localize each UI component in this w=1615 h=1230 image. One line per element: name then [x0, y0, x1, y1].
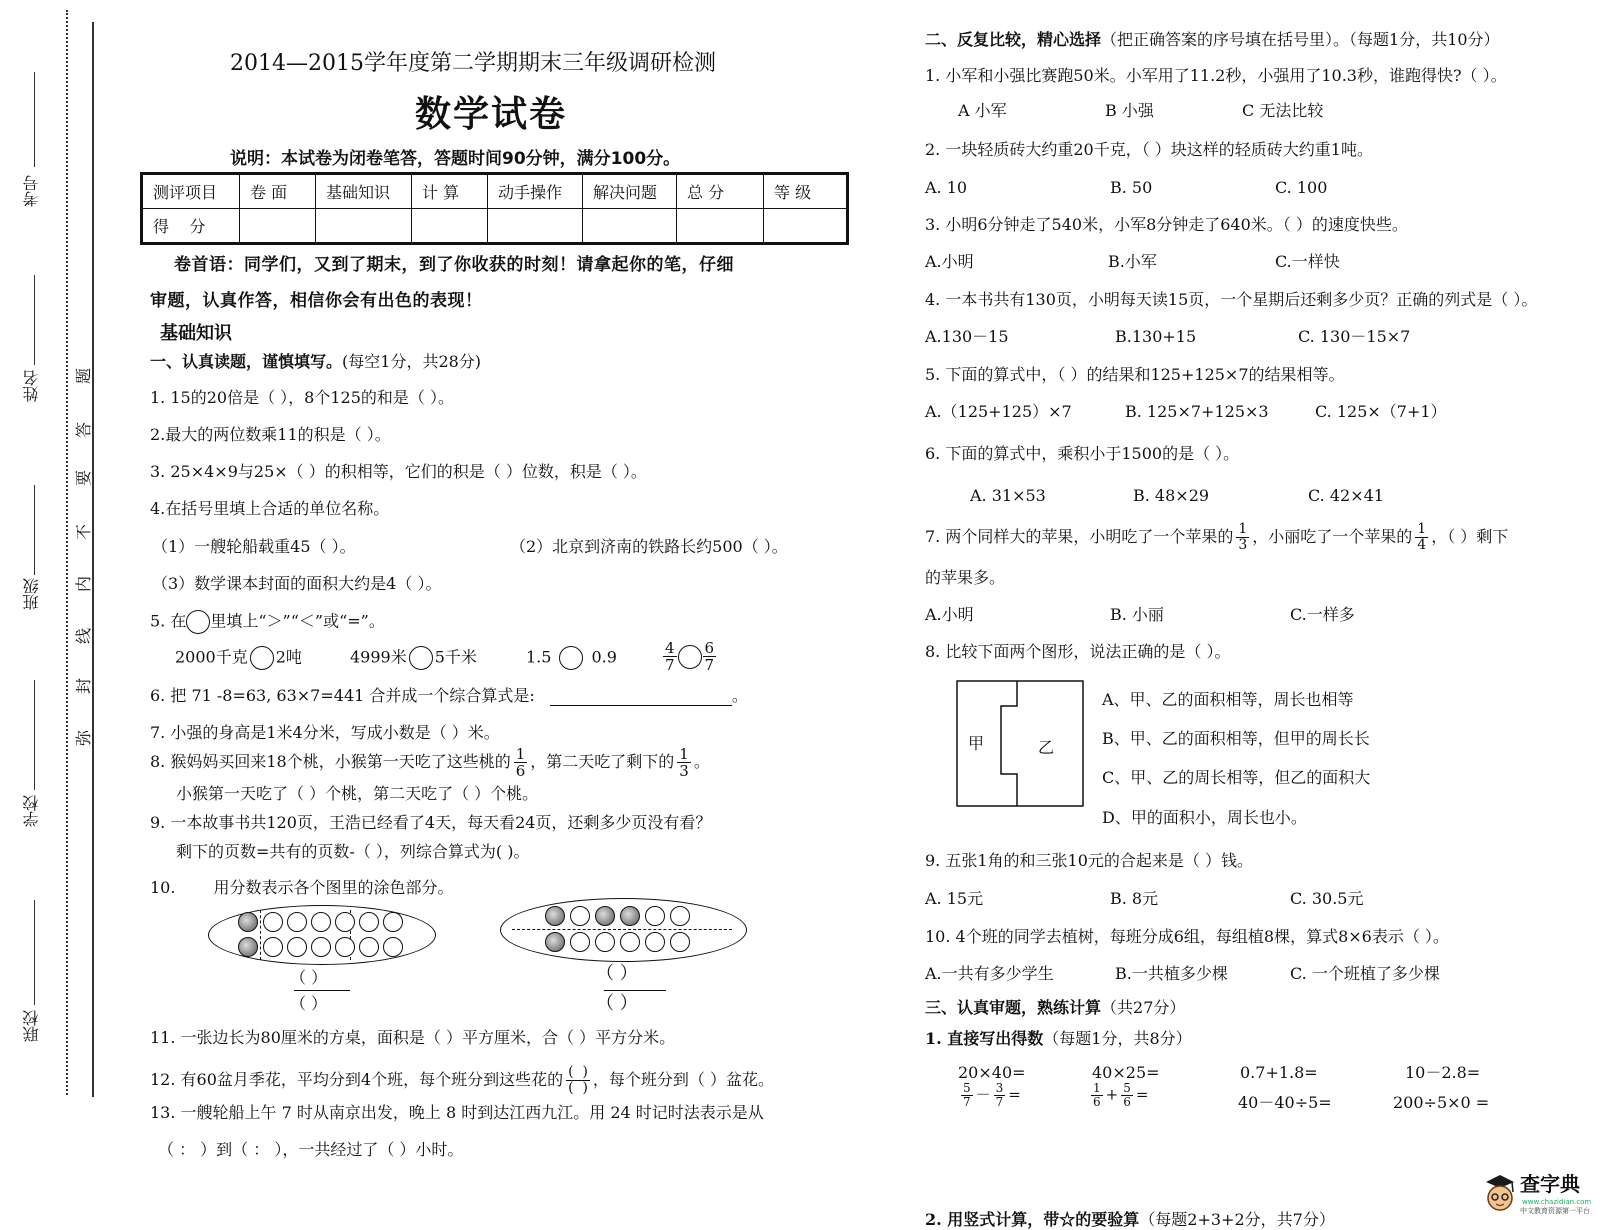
- choice-option[interactable]: B. 48×29: [1133, 486, 1210, 505]
- divider-line: [1001, 681, 1017, 806]
- fraction-answer-numerator[interactable]: （ ）: [290, 968, 328, 987]
- choice-option[interactable]: A 小军: [958, 101, 1007, 120]
- score-cell[interactable]: [488, 209, 583, 244]
- score-table-score-row: [142, 209, 848, 244]
- choice-option[interactable]: A. 31×53: [970, 486, 1046, 505]
- circle: [570, 906, 590, 926]
- circle: [359, 912, 379, 932]
- binding-label: 学校: [22, 795, 41, 827]
- circle: [287, 937, 307, 957]
- choice-question-1: 1. 小军和小强比赛跑50米。小军用了11.2秒，小强用了10.3秒，谁跑得快?（ ）。: [925, 66, 1507, 85]
- circle: [570, 932, 590, 952]
- choice-option[interactable]: A. 10: [925, 178, 968, 197]
- choice-question-6: 6. 下面的算式中，乘积小于1500的是（ ）。: [925, 444, 1240, 463]
- question-1-1: 1. 15的20倍是（ ），8个125的和是（ ）。: [150, 388, 454, 407]
- calc-item: 10－2.8=: [1405, 1063, 1481, 1082]
- question-1-8: 8. 猴妈妈买回来18个桃，小猴第一天吃了这些桃的 $\frac{1}{6}$ ，第二天吃了剩下的 $\frac{1}{3}$ 。: [150, 745, 710, 780]
- score-cell[interactable]: [316, 209, 412, 244]
- choice-option[interactable]: A.小明: [925, 605, 974, 624]
- choice-question-2: 2. 一块轻质砖大约重20千克，（ ）块这样的轻质砖大约重1吨。: [925, 140, 1373, 159]
- calc-item: 0.7+1.8=: [1240, 1063, 1318, 1082]
- choice-option[interactable]: C.一样快: [1275, 252, 1340, 271]
- binding-label: 联校: [22, 1010, 41, 1042]
- binding-label: 班级: [22, 578, 41, 610]
- circle: [670, 906, 690, 926]
- choice-question-5: 5. 下面的算式中，（ ）的结果和125+125×7的结果相等。: [925, 365, 1345, 384]
- shaded-circle: [238, 937, 258, 957]
- question-1-5: 5. 在 里填上“＞”“＜”或“=”。: [150, 610, 385, 634]
- choice-question-7-line2: 的苹果多。: [925, 568, 1006, 587]
- choice-question-7: 7. 两个同样大的苹果，小明吃了一个苹果的 $\frac{1}{3}$ ，小丽吃了一个苹果的 $\frac{1}{4}$ ，（ ）剩下: [925, 521, 1509, 553]
- calc-q1-heading: 1. 直接写出得数（每题1分，共8分）: [925, 1029, 1192, 1048]
- question-1-10: 10. 用分数表示各个图里的涂色部分。: [150, 878, 454, 897]
- preface-line-1: 卷首语：同学们，又到了期末，到了你收获的时刻！请拿起你的笔，仔细: [174, 255, 734, 275]
- circle: [311, 937, 331, 957]
- choice-option[interactable]: B.一共植多少棵: [1115, 964, 1228, 983]
- part3-note: （共27分）: [1101, 998, 1186, 1017]
- shaded-circle: [545, 906, 565, 926]
- compare-item: 4999米 5千米: [350, 646, 477, 670]
- question-1-11: 11. 一张边长为80厘米的方桌，面积是（ ）平方厘米，合（ ）平方分米。: [150, 1028, 676, 1047]
- circle: [670, 932, 690, 952]
- score-table-header: 动手操作: [488, 174, 583, 209]
- fraction-answer-denominator[interactable]: （ ）: [290, 994, 328, 1013]
- calc-item: $\frac{5}{7}$ － $\frac{3}{7}$ =: [963, 1081, 1021, 1109]
- score-table-header: 总 分: [677, 174, 764, 209]
- choice-option[interactable]: B. 8元: [1110, 889, 1159, 908]
- choice-option[interactable]: D、甲的面积小，周长也小。: [1102, 808, 1307, 827]
- part1-title: 一、认真读题，谨慎填写。: [150, 352, 343, 371]
- circle: [263, 912, 283, 932]
- choice-option[interactable]: B. 50: [1110, 178, 1153, 197]
- part2-heading: [925, 30, 1500, 50]
- calc-item: 40×25=: [1092, 1063, 1160, 1082]
- score-table-header: 计 算: [412, 174, 488, 209]
- chazidian-logo: [1482, 1170, 1602, 1222]
- score-cell[interactable]: [240, 209, 316, 244]
- part3-title: 三、认真审题，熟练计算: [925, 998, 1102, 1017]
- question-1-7: 7. 小强的身高是1米4分米，写成小数是（ ）米。: [150, 723, 500, 742]
- fraction-bar: [294, 990, 350, 991]
- calc-q2-heading: 2. 用竖式计算，带☆的要验算（每题2+3+2分，共7分）: [925, 1210, 1335, 1229]
- question-1-4: 4.在括号里填上合适的单位名称。: [150, 499, 390, 518]
- mascot-icon: [1482, 1172, 1518, 1216]
- part1-heading: [150, 352, 481, 372]
- choice-option[interactable]: B 小强: [1105, 101, 1154, 120]
- question-1-13: 13. 一艘轮船上午 7 时从南京出发，晚上 8 时到达江西九江。用 24 时记时法表示是从: [150, 1103, 764, 1122]
- choice-option[interactable]: A、甲、乙的面积相等，周长也相等: [1102, 690, 1354, 709]
- compare-circle: [186, 610, 210, 634]
- calc-item: 20×40=: [958, 1063, 1026, 1082]
- circle: [335, 937, 355, 957]
- circle: [359, 937, 379, 957]
- choice-option[interactable]: C. 125×（7+1）: [1315, 402, 1447, 421]
- question-1-4-1: （1）一艘轮船载重45（ ）。: [152, 537, 356, 556]
- choice-option[interactable]: A. 15元: [925, 889, 984, 908]
- circle: [383, 937, 403, 957]
- shaded-circle: [595, 906, 615, 926]
- calc-item: 40－40÷5=: [1238, 1093, 1332, 1112]
- question-1-13-line2: （ ： ）到（ ： ），一共经过了（ ）小时。: [158, 1140, 464, 1159]
- score-cell[interactable]: [412, 209, 488, 244]
- choice-option[interactable]: A.一共有多少学生: [925, 964, 1054, 983]
- logo-subtitle: 中文教育资源第一平台: [1520, 1207, 1590, 1215]
- compare-item: 1.5 0.9: [526, 646, 617, 670]
- binding-dotted-line: [66, 10, 68, 1095]
- choice-option[interactable]: B. 125×7+125×3: [1125, 402, 1269, 421]
- compare-item-fractions: $\frac{4}{7}$ $\frac{6}{7}$: [665, 639, 715, 674]
- score-cell[interactable]: [583, 209, 677, 244]
- figure-divider: [512, 929, 732, 930]
- circle: [311, 912, 331, 932]
- choice-question-8: 8. 比较下面两个图形，说法正确的是（ ）。: [925, 642, 1231, 661]
- shaded-circle: [238, 912, 258, 932]
- exam-title: 2014—2015学年度第二学期期末三年级调研检测: [230, 51, 716, 76]
- shaded-circle: [545, 932, 565, 952]
- choice-option[interactable]: B. 小丽: [1110, 605, 1164, 624]
- choice-option[interactable]: C. 一个班植了多少棵: [1290, 964, 1440, 983]
- choice-option[interactable]: B.小军: [1108, 252, 1157, 271]
- circle: [620, 932, 640, 952]
- choice-question-3: 3. 小明6分钟走了540米，小军8分钟走了640米。（ ）的速度快些。: [925, 215, 1408, 234]
- calc-item: 200÷5×0 =: [1393, 1093, 1490, 1112]
- question-1-4-2: （2）北京到济南的铁路长约500（ ）。: [510, 537, 788, 556]
- choice-option[interactable]: C. 30.5元: [1290, 889, 1364, 908]
- score-table-header: 等 级: [764, 174, 848, 209]
- part3-heading: [925, 998, 1185, 1018]
- question-1-12: 12. 有60盆月季花，平均分到4个班，每个班分到这些花的 $\frac{( )}{( )}$ ，每个班分到（ ）盆花。: [150, 1064, 774, 1096]
- question-1-6: 6. 把 71 -8=63, 63×7=441 合并成一个综合算式是: 。: [150, 686, 748, 705]
- logo-url: www.chazidian.com: [1522, 1198, 1592, 1206]
- choice-option[interactable]: C. 42×41: [1308, 486, 1384, 505]
- fraction-answer-numerator[interactable]: （ ）: [596, 963, 638, 984]
- choice-question-9: 9. 五张1角的和三张10元的合起来是（ ）钱。: [925, 851, 1253, 870]
- circle: [645, 932, 665, 952]
- fraction-blank[interactable]: $\frac{( )}{( )}$: [568, 1064, 588, 1096]
- compare-blank[interactable]: [678, 645, 702, 669]
- score-row-label: 得 分: [142, 209, 240, 244]
- choice-option[interactable]: A.小明: [925, 252, 974, 271]
- question-1-4-3: （3）数学课本封面的面积大约是4（ ）。: [152, 574, 442, 593]
- choice-option[interactable]: A.（125+125）×7: [925, 402, 1072, 421]
- score-table-header-row: [142, 174, 848, 209]
- fraction-bar: [604, 990, 666, 991]
- subject-title: 数学试卷: [415, 93, 568, 135]
- score-table-header: 卷 面: [240, 174, 316, 209]
- exam-instruction: 说明：本试卷为闭卷笔答，答题时间90分钟，满分100分。: [230, 149, 681, 169]
- score-table-header: 基础知识: [316, 174, 412, 209]
- choice-option[interactable]: C、甲、乙的周长相等，但乙的面积大: [1102, 768, 1371, 787]
- compare-item: 2000千克 2吨: [175, 646, 302, 670]
- shape-label-left: 甲: [968, 734, 985, 753]
- score-table-header: 解决问题: [583, 174, 677, 209]
- choice-question-10: 10. 4个班的同学去植树，每班分成6组，每组植8棵，算式8×6表示（ ）。: [925, 927, 1449, 946]
- question-1-8-line2: 小猴第一天吃了（ ）个桃，第二天吃了（ ）个桃。: [176, 784, 539, 803]
- question-1-2: 2.最大的两位数乘11的积是（ ）。: [150, 425, 391, 444]
- question-1-9: 9. 一本故事书共120页，王浩已经看了4天，每天看24页，还剩多少页没有看？: [150, 813, 712, 832]
- choice-option[interactable]: C.一样多: [1290, 605, 1355, 624]
- circle: [595, 932, 615, 952]
- figure-divider: [260, 910, 261, 960]
- score-cell[interactable]: [764, 209, 848, 244]
- binding-solid-line: [92, 22, 94, 1097]
- circle: [287, 912, 307, 932]
- choice-option[interactable]: C. 130－15×7: [1298, 327, 1411, 346]
- question-1-3: 3. 25×4×9与25×（ ）的积相等，它们的积是（ ）位数，积是（ ）。: [150, 462, 647, 481]
- choice-option[interactable]: B.130+15: [1115, 327, 1197, 346]
- choice-question-4: 4. 一本书共有130页，小明每天读15页，一个星期后还剩多少页？正确的列式是（ ）。: [925, 290, 1538, 309]
- choice-option[interactable]: C. 100: [1275, 178, 1328, 197]
- shaded-circle: [620, 906, 640, 926]
- choice-option[interactable]: B、甲、乙的面积相等，但甲的周长长: [1102, 729, 1370, 748]
- section-basic-knowledge: 基础知识: [160, 323, 232, 344]
- shape-label-right: 乙: [1038, 738, 1055, 757]
- binding-label: 考号: [22, 175, 41, 207]
- part2-title: 二、反复比较，精心选择: [925, 30, 1102, 49]
- part2-note: （把正确答案的序号填在括号里）。（每题1分，共10分）: [1101, 30, 1500, 49]
- preface-line-2: 审题，认真作答，相信你会有出色的表现！: [150, 291, 483, 311]
- compare-blank[interactable]: [559, 646, 583, 670]
- binding-label: 姓名: [22, 370, 41, 402]
- part1-note: (每空1分，共28分): [342, 352, 482, 371]
- circle: [263, 937, 283, 957]
- choice-option[interactable]: A.130－15: [925, 327, 1009, 346]
- calc-item: $\frac{1}{6}$ + $\frac{5}{6}$ =: [1093, 1081, 1149, 1109]
- score-table: [140, 172, 849, 245]
- score-table-header: 测评项目: [142, 174, 240, 209]
- logo-brand: 查字典: [1520, 1172, 1580, 1196]
- compare-blank[interactable]: [250, 646, 274, 670]
- compare-blank[interactable]: [409, 646, 433, 670]
- choice-option[interactable]: C 无法比较: [1242, 101, 1324, 120]
- circle: [335, 912, 355, 932]
- question-1-9-line2: 剩下的页数=共有的页数-（ ），列综合算式为( )。: [176, 842, 530, 861]
- answer-blank[interactable]: [550, 689, 732, 706]
- fraction-answer-denominator[interactable]: （ ）: [596, 993, 638, 1014]
- score-cell[interactable]: [677, 209, 764, 244]
- circle: [645, 906, 665, 926]
- circle: [383, 912, 403, 932]
